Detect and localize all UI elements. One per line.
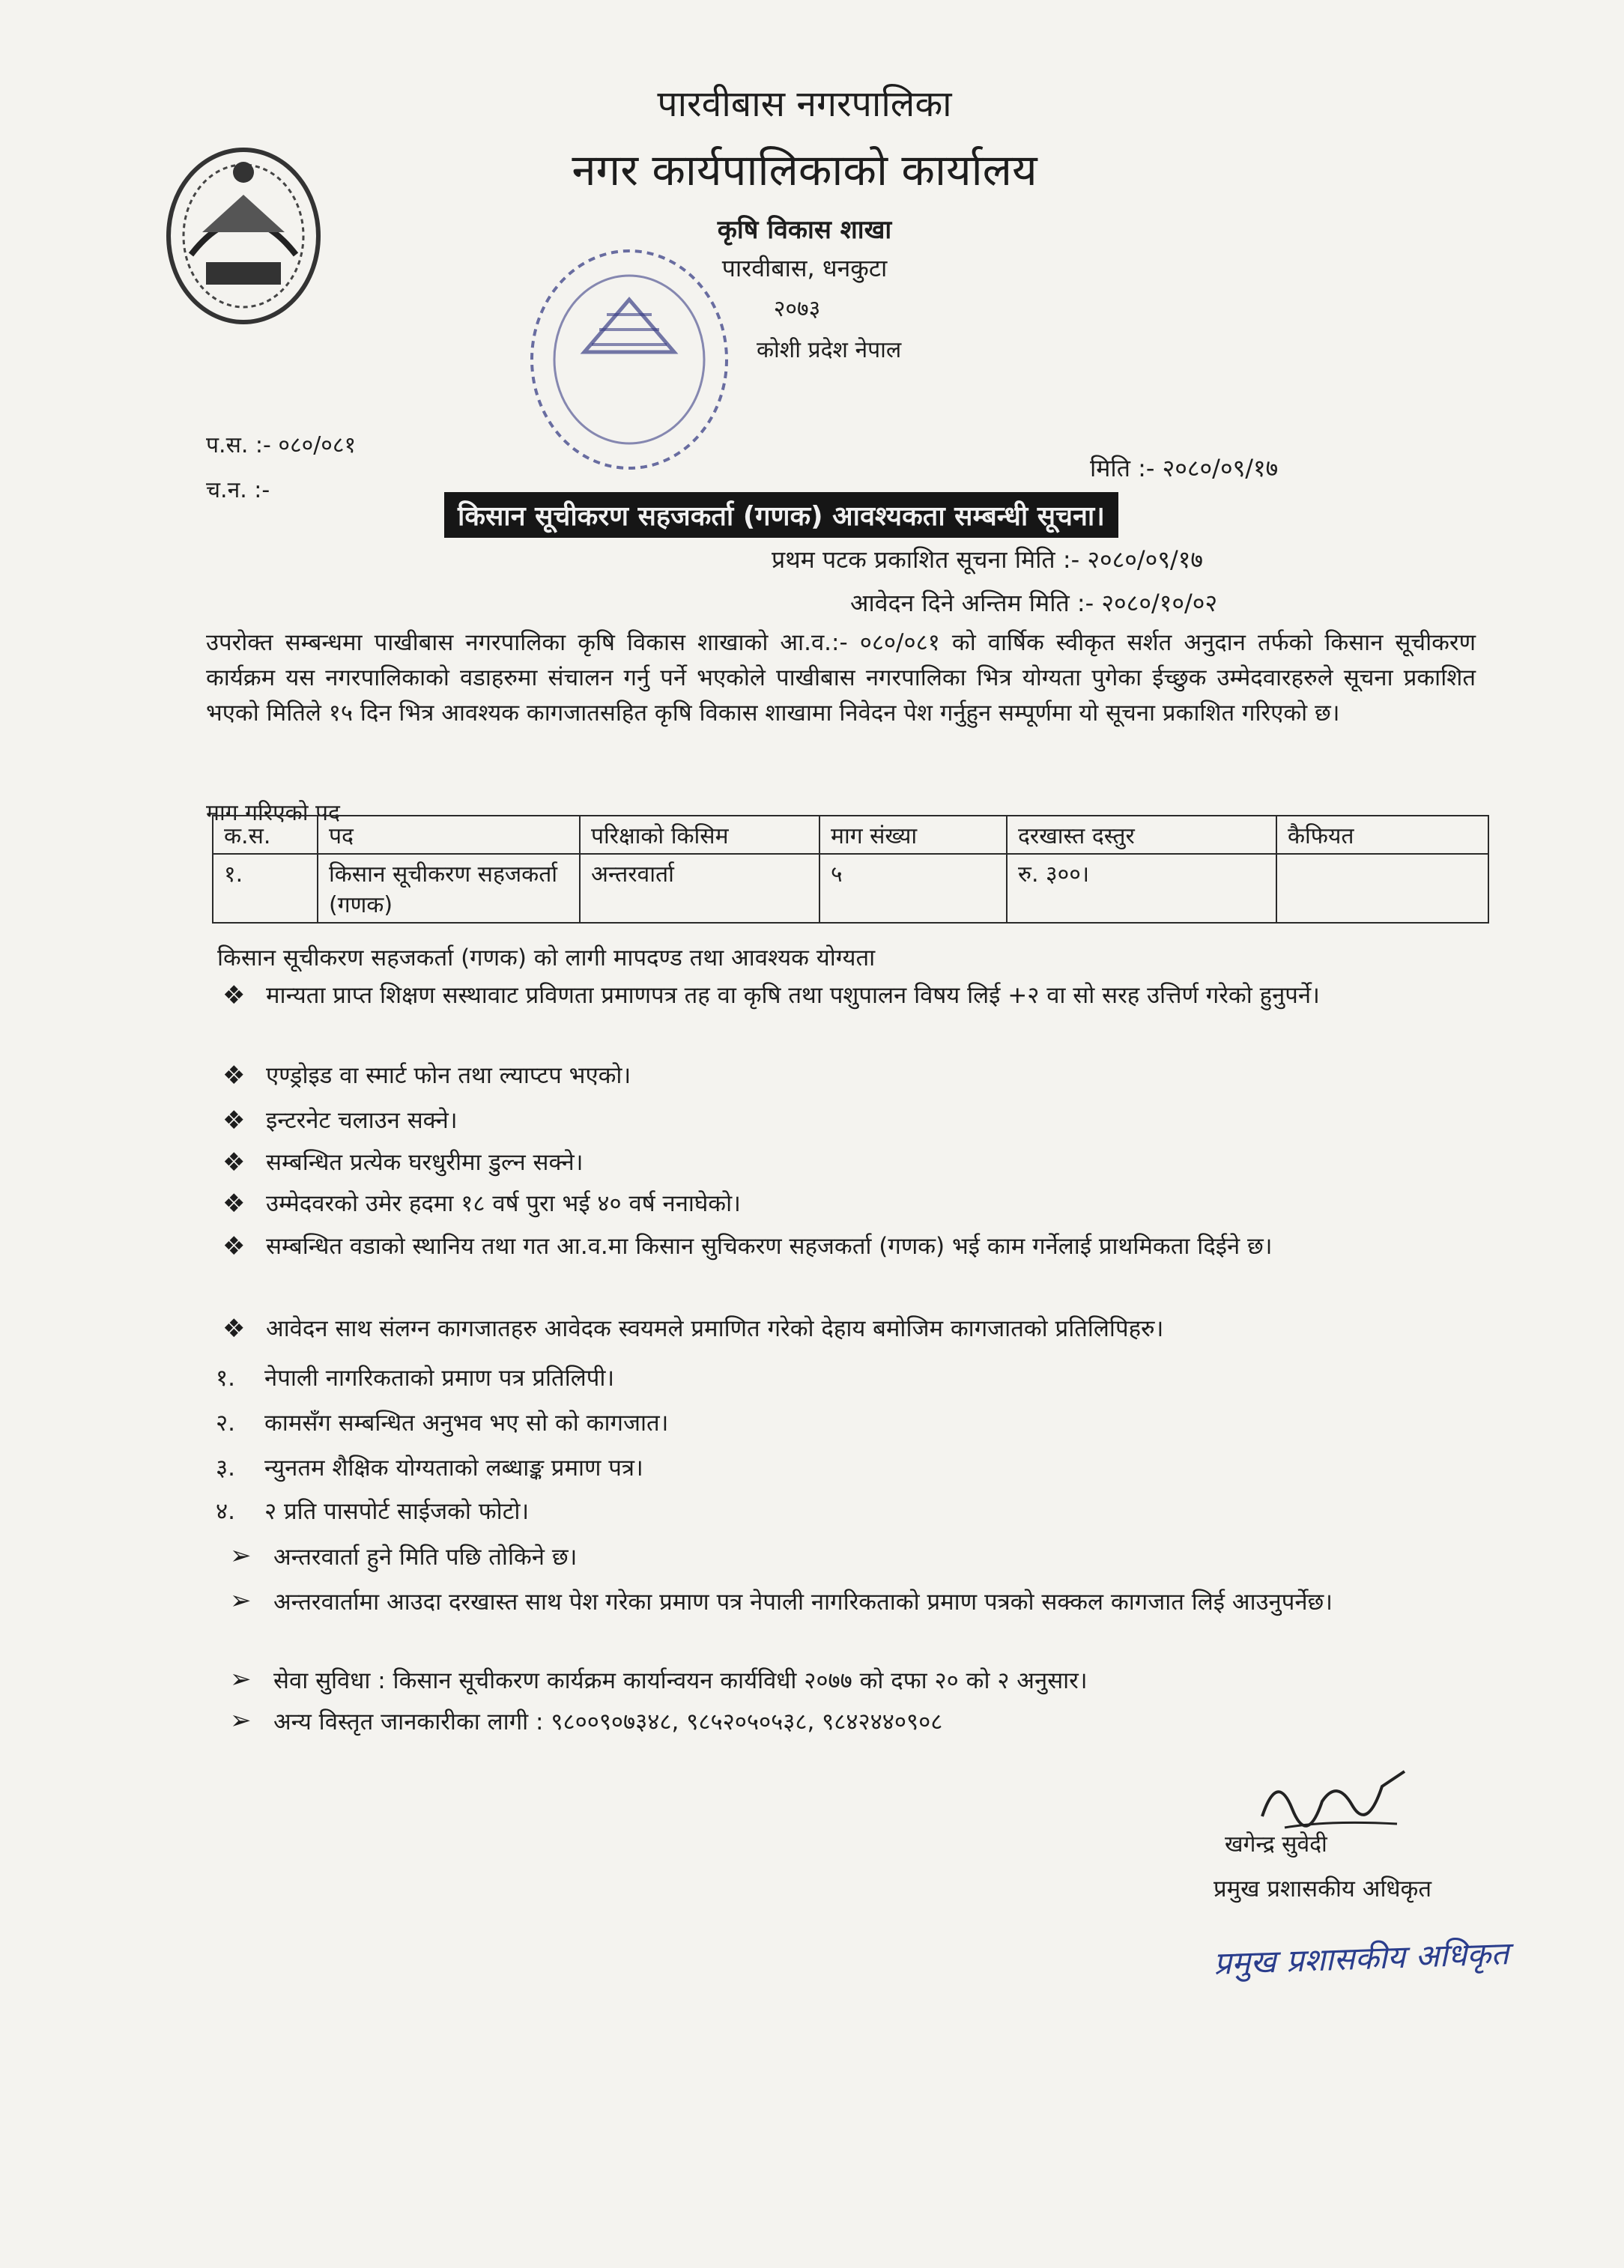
qualification-item: ❖ एण्ड्रोइड वा स्मार्ट फोन तथा ल्याप्टप भएको। bbox=[266, 1058, 1483, 1094]
established-year: २०७३ bbox=[773, 296, 821, 322]
qualification-item: ❖ सम्बन्धित वडाको स्थानिय तथा गत आ.व.मा किसान सुचिकरण सहजकर्ता (गणक) भई काम गर्नेलाई प्राथमिकता दिईने छ। bbox=[266, 1228, 1483, 1264]
office-name: पारवीबास नगरपालिका bbox=[657, 83, 952, 125]
arrow-bullet-icon: ➢ bbox=[230, 1705, 252, 1735]
branch-name: कृषि विकास शाखा bbox=[717, 215, 892, 245]
office-address: पारवीबास, धनकुटा bbox=[721, 254, 888, 282]
arrow-bullet-icon: ➢ bbox=[230, 1586, 252, 1616]
diamond-bullet-icon: ❖ bbox=[222, 1147, 246, 1177]
reference-number: प.स. :- ०८०/०८१ bbox=[206, 432, 357, 458]
table-header-cell: दरखास्त दस्तुर bbox=[1007, 816, 1276, 854]
table-cell: रु. ३००। bbox=[1007, 854, 1276, 923]
table-header-cell: पद bbox=[318, 816, 580, 854]
arrow-bullet-icon: ➢ bbox=[230, 1664, 252, 1694]
table-row bbox=[213, 854, 1488, 923]
diamond-bullet-icon: ❖ bbox=[222, 1231, 246, 1261]
posts-table bbox=[212, 815, 1489, 924]
qualification-item: ❖ मान्यता प्राप्त शिक्षण सस्थावाट प्रविणता प्रमाणपत्र तह वा कृषि तथा पशुपालन विषय लिई +२ वा सो सरह उत्तिर्ण गरेको हुनुपर्ने। bbox=[266, 977, 1483, 1013]
document-item: ४. २ प्रति पासपोर्ट साईजको फोटो। bbox=[216, 1498, 530, 1525]
table-cell bbox=[1276, 854, 1488, 923]
qualification-item: ❖ उम्मेदवरको उमेर हदमा १८ वर्ष पुरा भई ४० वर्ष ननाघेको। bbox=[266, 1186, 1483, 1222]
table-header-cell: परिक्षाको किसिम bbox=[580, 816, 819, 854]
table-header-cell: माग संख्या bbox=[819, 816, 1007, 854]
application-deadline: आवेदन दिने अन्तिम मिति :- २०८०/१०/०२ bbox=[850, 589, 1218, 617]
diamond-bullet-icon: ❖ bbox=[222, 1106, 246, 1135]
office-title: नगर कार्यपालिकाको कार्यालय bbox=[572, 145, 1037, 195]
arrow-bullet-icon: ➢ bbox=[230, 1541, 252, 1571]
document-item: २. कामसँग सम्बन्धित अनुभव भए सो को कागजात। bbox=[216, 1410, 669, 1437]
qualifications-title: किसान सूचीकरण सहजकर्ता (गणक) को लागी मापदण्ड तथा आवश्यक योग्यता bbox=[217, 945, 876, 971]
document-item: १. नेपाली नागरिकताको प्रमाण पत्र प्रतिलिपी। bbox=[216, 1365, 615, 1392]
table-cell: १. bbox=[213, 854, 318, 923]
diamond-bullet-icon: ❖ bbox=[222, 1061, 246, 1091]
notice-title: किसान सूचीकरण सहजकर्ता (गणक) आवश्यकता सम्बन्धी सूचना। bbox=[444, 492, 1118, 538]
note-item: ➢ सेवा सुविधा : किसान सूचीकरण कार्यक्रम कार्यान्वयन कार्यविधी २०७७ को दफा २० को २ अनुसार। bbox=[273, 1663, 1483, 1699]
table-cell: ५ bbox=[819, 854, 1007, 923]
diamond-bullet-icon: ❖ bbox=[222, 1314, 246, 1344]
signatory-stamp: प्रमुख प्रशासकीय अधिकृत bbox=[1213, 1935, 1510, 1982]
dispatch-number: च.न. :- bbox=[206, 477, 270, 503]
qualification-item: ❖ इन्टरनेट चलाउन सक्ने। bbox=[266, 1103, 1483, 1138]
signatory-name: खगेन्द्र सुवेदी bbox=[1225, 1831, 1327, 1858]
required-posts-heading: माग गरिएको पद bbox=[206, 800, 340, 826]
table-cell: अन्तरवार्ता bbox=[580, 854, 819, 923]
table-header-cell: कैफियत bbox=[1276, 816, 1488, 854]
qualification-item: ❖ आवेदन साथ संलग्न कागजातहरु आवेदक स्वयमले प्रमाणित गरेको देहाय बमोजिम कागजातको प्रतिलिपिहरु। bbox=[266, 1311, 1483, 1347]
province-name: कोशी प्रदेश नेपाल bbox=[757, 337, 902, 363]
note-item: ➢ अन्तरवार्तामा आउदा दरखास्त साथ पेश गरेका प्रमाण पत्र नेपाली नागरिकताको प्रमाण पत्रको सक्कल कागजात लिई आउनुपर्नेछ। bbox=[273, 1584, 1483, 1620]
qualification-item: ❖ सम्बन्धित प्रत्येक घरधुरीमा डुल्न सक्ने। bbox=[266, 1144, 1483, 1180]
document-item: ३. न्युनतम शैक्षिक योग्यताको लब्धाङ्क प्रमाण पत्र। bbox=[216, 1455, 643, 1482]
handwritten-signature bbox=[1247, 1756, 1420, 1839]
notice-paragraph: उपरोक्त सम्बन्धमा पाखीबास नगरपालिका कृषि विकास शाखाको आ.व.:- ०८०/०८१ को वार्षिक स्वीकृत सर्शत अनुदान तर्फको किसान सूचीकरण कार्यक्रम यस नगरपालिकाको वडाहरुमा संचालन गर्नु पर्ने भएकोले पाखीबास नगरपालिका भित्र योग्यता पुगेका ईच्छुक उम्मेदवारहरुले सूचना प्रकाशित भएको मितिले १५ दिन भित्र आवश्यक कागजातसहित कृषि विकास शाखामा निवेदन पेश गर्नुहुन सम्पूर्णमा यो सूचना प्रकाशित गरिएको छ। bbox=[206, 629, 1476, 727]
table-header-row bbox=[213, 816, 1488, 854]
table-header-cell: क.स. bbox=[213, 816, 318, 854]
note-item: ➢ अन्तरवार्ता हुने मिति पछि तोकिने छ। bbox=[273, 1539, 1483, 1575]
diamond-bullet-icon: ❖ bbox=[222, 1189, 246, 1219]
note-item: ➢ अन्य विस्तृत जानकारीका लागी : ९८००९०७३४८, ९८५२०५०५३८, ९८४२४४०९०८ bbox=[273, 1704, 1483, 1740]
table-cell: किसान सूचीकरण सहजकर्ता (गणक) bbox=[318, 854, 580, 923]
notice-date: मिति :- २०८०/०९/१७ bbox=[1090, 454, 1279, 482]
signatory-title: प्रमुख प्रशासकीय अधिकृत bbox=[1214, 1876, 1432, 1902]
diamond-bullet-icon: ❖ bbox=[222, 980, 246, 1010]
published-date: प्रथम पटक प्रकाशित सूचना मिति :- २०८०/०९/१७ bbox=[772, 545, 1204, 574]
